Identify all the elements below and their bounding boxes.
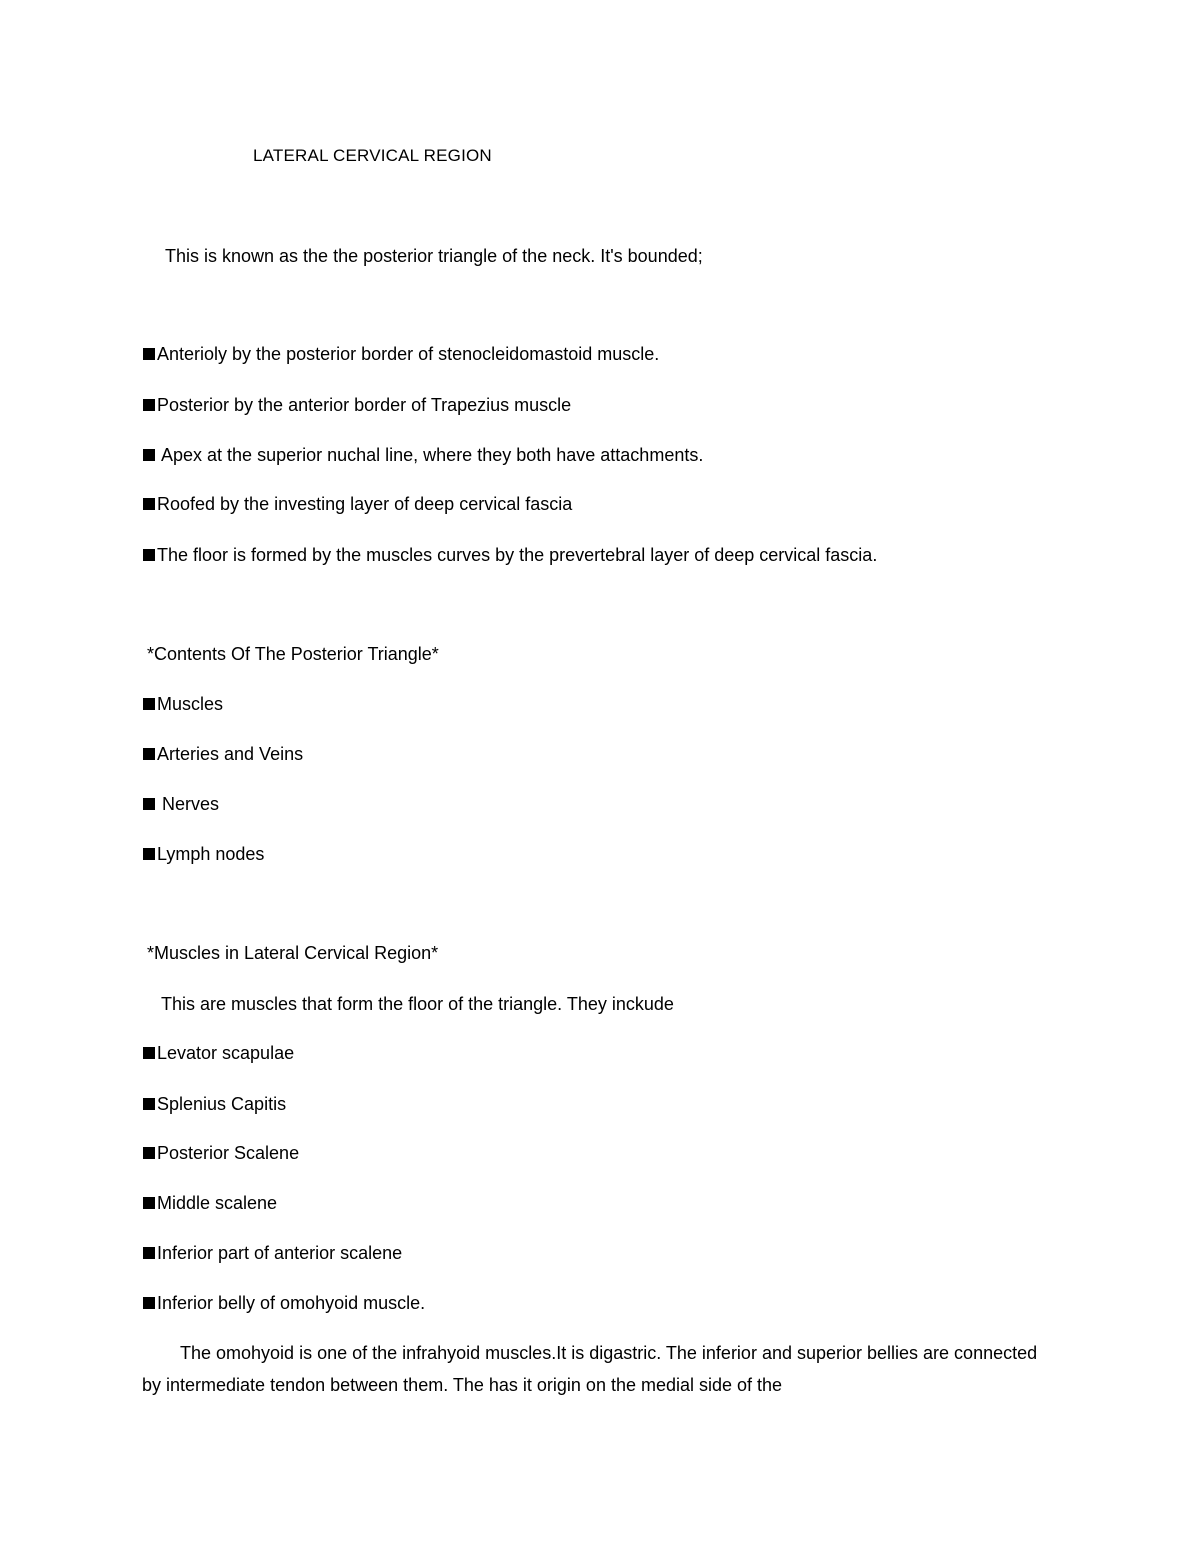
square-bullet-icon (143, 348, 155, 360)
square-bullet-icon (143, 399, 155, 411)
muscle-text: Inferior belly of omohyoid muscle. (157, 1293, 426, 1313)
list-item (143, 1293, 425, 1315)
muscles-heading: *Muscles in Lateral Cervical Region* (147, 943, 439, 963)
closing-paragraph-text: The omohyoid is one of the infrahyoid muscles.It is digastric. The inferior and superior bellies are connected by intermediate tendon between them. The has it origin on the medial side of the (142, 1343, 1038, 1395)
boundary-text: Roofed by the investing layer of deep cervical fascia (157, 494, 573, 514)
square-bullet-icon (143, 1247, 155, 1259)
contents-text: Lymph nodes (157, 844, 265, 864)
boundary-text: Apex at the superior nuchal line, where they both have attachments. (157, 445, 704, 465)
muscle-text: Inferior part of anterior scalene (157, 1243, 403, 1263)
contents-text: Muscles (157, 694, 224, 714)
square-bullet-icon (143, 1098, 155, 1110)
square-bullet-icon (143, 798, 155, 810)
list-item (143, 1043, 294, 1065)
boundary-text: The floor is formed by the muscles curves by the prevertebral layer of deep cervical fascia. (157, 545, 878, 565)
contents-text: Nerves (157, 794, 220, 814)
list-item (143, 694, 223, 716)
list-item (143, 1193, 277, 1215)
square-bullet-icon (143, 1147, 155, 1159)
square-bullet-icon (143, 549, 155, 561)
list-item (143, 395, 571, 417)
square-bullet-icon (143, 698, 155, 710)
list-item (143, 445, 703, 467)
list-item (143, 1143, 299, 1165)
muscle-text: Splenius Capitis (157, 1094, 287, 1114)
list-item (143, 344, 659, 366)
square-bullet-icon (143, 1047, 155, 1059)
square-bullet-icon (143, 1297, 155, 1309)
document-title: LATERAL CERVICAL REGION (253, 146, 492, 165)
square-bullet-icon (143, 748, 155, 760)
square-bullet-icon (143, 848, 155, 860)
boundary-text: Anterioly by the posterior border of stenocleidomastoid muscle. (157, 344, 660, 364)
list-item (143, 1094, 286, 1116)
muscles-intro: This are muscles that form the floor of the triangle. They inckude (161, 994, 674, 1014)
list-item (143, 744, 303, 766)
boundary-text: Posterior by the anterior border of Trapezius muscle (157, 395, 572, 415)
list-item (143, 494, 572, 516)
list-item (143, 794, 219, 816)
list-item (143, 844, 264, 866)
square-bullet-icon (143, 498, 155, 510)
contents-heading: *Contents Of The Posterior Triangle* (147, 644, 439, 664)
list-item (143, 1243, 402, 1265)
muscle-text: Levator scapulae (157, 1043, 295, 1063)
square-bullet-icon (143, 1197, 155, 1209)
intro-text: This is known as the the posterior triangle of the neck. It's bounded; (165, 246, 703, 266)
list-item (143, 545, 877, 567)
muscle-text: Middle scalene (157, 1193, 278, 1213)
contents-text: Arteries and Veins (157, 744, 304, 764)
square-bullet-icon (143, 449, 155, 461)
closing-paragraph (142, 1337, 1042, 1401)
muscle-text: Posterior Scalene (157, 1143, 300, 1163)
